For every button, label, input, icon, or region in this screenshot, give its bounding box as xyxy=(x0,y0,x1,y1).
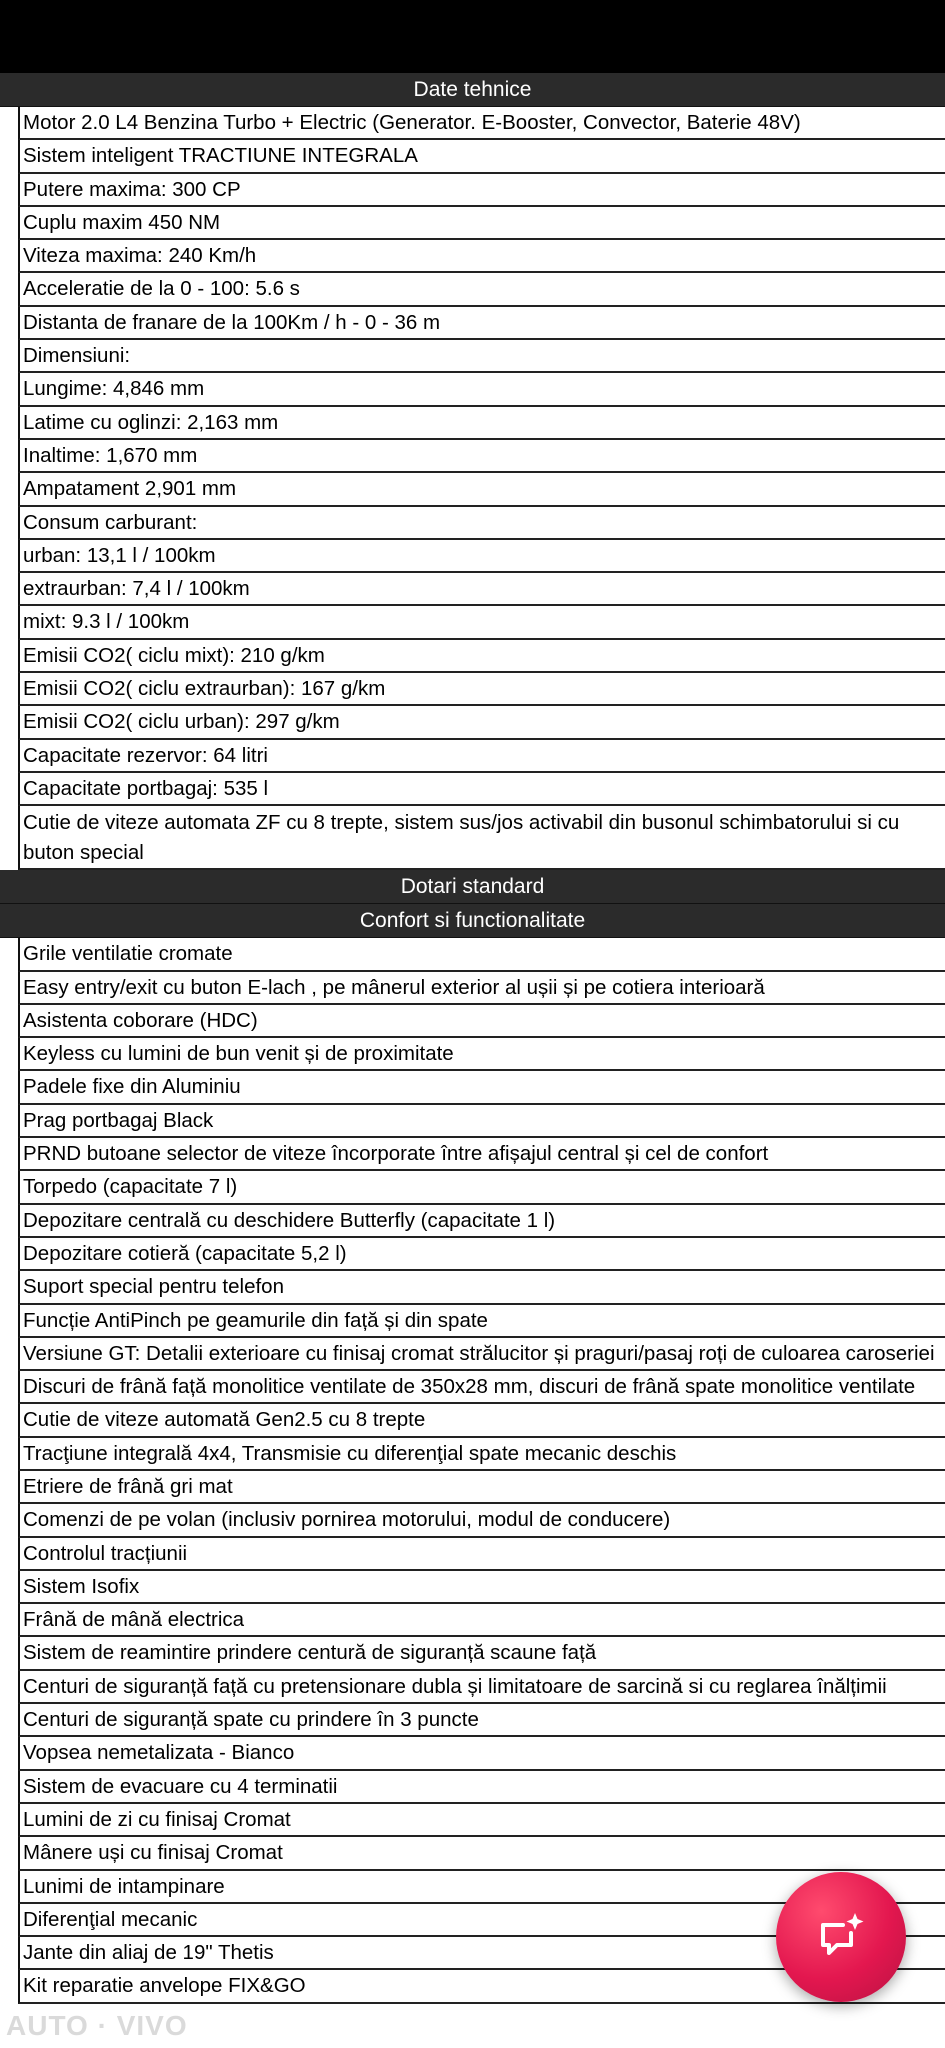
spec-sheet xyxy=(0,73,945,2004)
feature-row: Easy entry/exit cu buton E-lach , pe mânerul exterior al ușii și pe cotiera interioară xyxy=(18,972,945,1005)
spec-row: Putere maxima: 300 CP xyxy=(18,174,945,207)
feature-row: Padele fixe din Aluminiu xyxy=(18,1071,945,1104)
feature-row: Kit reparatie anvelope FIX&GO xyxy=(18,1970,945,2003)
feature-row: Centuri de siguranță spate cu prindere în 3 puncte xyxy=(18,1704,945,1737)
chat-sparkle-icon xyxy=(813,1909,869,1965)
feature-row: Depozitare centrală cu deschidere Butterfly (capacitate 1 l) xyxy=(18,1205,945,1238)
feature-row: Torpedo (capacitate 7 l) xyxy=(18,1171,945,1204)
feature-row: PRND butoane selector de viteze încorporate între afișajul central și cel de confort xyxy=(18,1138,945,1171)
feature-row: Versiune GT: Detalii exterioare cu finisaj cromat strălucitor și praguri/pasaj roți de culoarea caroseriei xyxy=(18,1338,945,1371)
comfort-list xyxy=(0,938,945,2004)
spec-row: Cuplu maxim 450 NM xyxy=(18,207,945,240)
feature-row: Funcție AntiPinch pe geamurile din față și din spate xyxy=(18,1305,945,1338)
section-header-technical: Date tehnice xyxy=(0,73,945,107)
spec-row: Viteza maxima: 240 Km/h xyxy=(18,240,945,273)
feature-row: Grile ventilatie cromate xyxy=(18,938,945,971)
spec-row: extraurban: 7,4 l / 100km xyxy=(18,573,945,606)
feature-row: Vopsea nemetalizata - Bianco xyxy=(18,1737,945,1770)
feature-row: Sistem de evacuare cu 4 terminatii xyxy=(18,1771,945,1804)
spec-row: mixt: 9.3 l / 100km xyxy=(18,606,945,639)
section-header-comfort: Confort si functionalitate xyxy=(0,904,945,938)
feature-row: Lunimi de intampinare xyxy=(18,1871,945,1904)
gearbox-row: Cutie de viteze automata ZF cu 8 trepte, sistem sus/jos activabil din busonul schimbatorului si cu buton special xyxy=(18,806,945,870)
feature-row: Jante din aliaj de 19" Thetis xyxy=(18,1937,945,1970)
feature-row: Mânere uși cu finisaj Cromat xyxy=(18,1837,945,1870)
feature-row: Discuri de frână față monolitice ventilate de 350x28 mm, discuri de frână spate monolitice ventilate xyxy=(18,1371,945,1404)
feature-row: Diferenţial mecanic xyxy=(18,1904,945,1937)
spec-row: Capacitate rezervor: 64 litri xyxy=(18,740,945,773)
feature-row: Centuri de siguranță față cu pretensionare dubla și limitatoare de sarcină si cu reglarea înălțimii xyxy=(18,1671,945,1704)
spec-row: Consum carburant: xyxy=(18,507,945,540)
feature-row: Lumini de zi cu finisaj Cromat xyxy=(18,1804,945,1837)
spec-row: Dimensiuni: xyxy=(18,340,945,373)
spec-row: Latime cu oglinzi: 2,163 mm xyxy=(18,407,945,440)
spec-row: Emisii CO2( ciclu mixt): 210 g/km xyxy=(18,640,945,673)
chat-button[interactable] xyxy=(776,1872,906,2002)
spec-row: Capacitate portbagaj: 535 l xyxy=(18,773,945,806)
feature-row: Comenzi de pe volan (inclusiv pornirea motorului, modul de conducere) xyxy=(18,1504,945,1537)
spec-row: Inaltime: 1,670 mm xyxy=(18,440,945,473)
spec-row: Sistem inteligent TRACTIUNE INTEGRALA xyxy=(18,140,945,173)
feature-row: Cutie de viteze automată Gen2.5 cu 8 trepte xyxy=(18,1404,945,1437)
feature-row: Depozitare cotieră (capacitate 5,2 l) xyxy=(18,1238,945,1271)
spec-row: Ampatament 2,901 mm xyxy=(18,473,945,506)
spec-row: Emisii CO2( ciclu urban): 297 g/km xyxy=(18,706,945,739)
section-header-standard: Dotari standard xyxy=(0,870,945,904)
spec-row: Acceleratie de la 0 - 100: 5.6 s xyxy=(18,273,945,306)
feature-row: Frână de mână electrica xyxy=(18,1604,945,1637)
spec-row: Lungime: 4,846 mm xyxy=(18,373,945,406)
spec-row: Motor 2.0 L4 Benzina Turbo + Electric (Generator. E-Booster, Convector, Baterie 48V) xyxy=(18,107,945,140)
feature-row: Etriere de frână gri mat xyxy=(18,1471,945,1504)
feature-row: Suport special pentru telefon xyxy=(18,1271,945,1304)
spec-row: Emisii CO2( ciclu extraurban): 167 g/km xyxy=(18,673,945,706)
feature-row: Sistem de reamintire prindere centură de siguranță scaune față xyxy=(18,1637,945,1670)
feature-row: Asistenta coborare (HDC) xyxy=(18,1005,945,1038)
feature-row: Prag portbagaj Black xyxy=(18,1105,945,1138)
spec-row: Distanta de franare de la 100Km / h - 0 - 36 m xyxy=(18,307,945,340)
feature-row: Tracţiune integrală 4x4, Transmisie cu diferenţial spate mecanic deschis xyxy=(18,1438,945,1471)
watermark: AUTO · VIVO xyxy=(6,2010,188,2041)
spec-row: urban: 13,1 l / 100km xyxy=(18,540,945,573)
feature-row: Sistem Isofix xyxy=(18,1571,945,1604)
feature-row: Keyless cu lumini de bun venit și de proximitate xyxy=(18,1038,945,1071)
feature-row: Controlul tracțiunii xyxy=(18,1538,945,1571)
top-bar xyxy=(0,0,945,73)
technical-list xyxy=(0,107,945,806)
